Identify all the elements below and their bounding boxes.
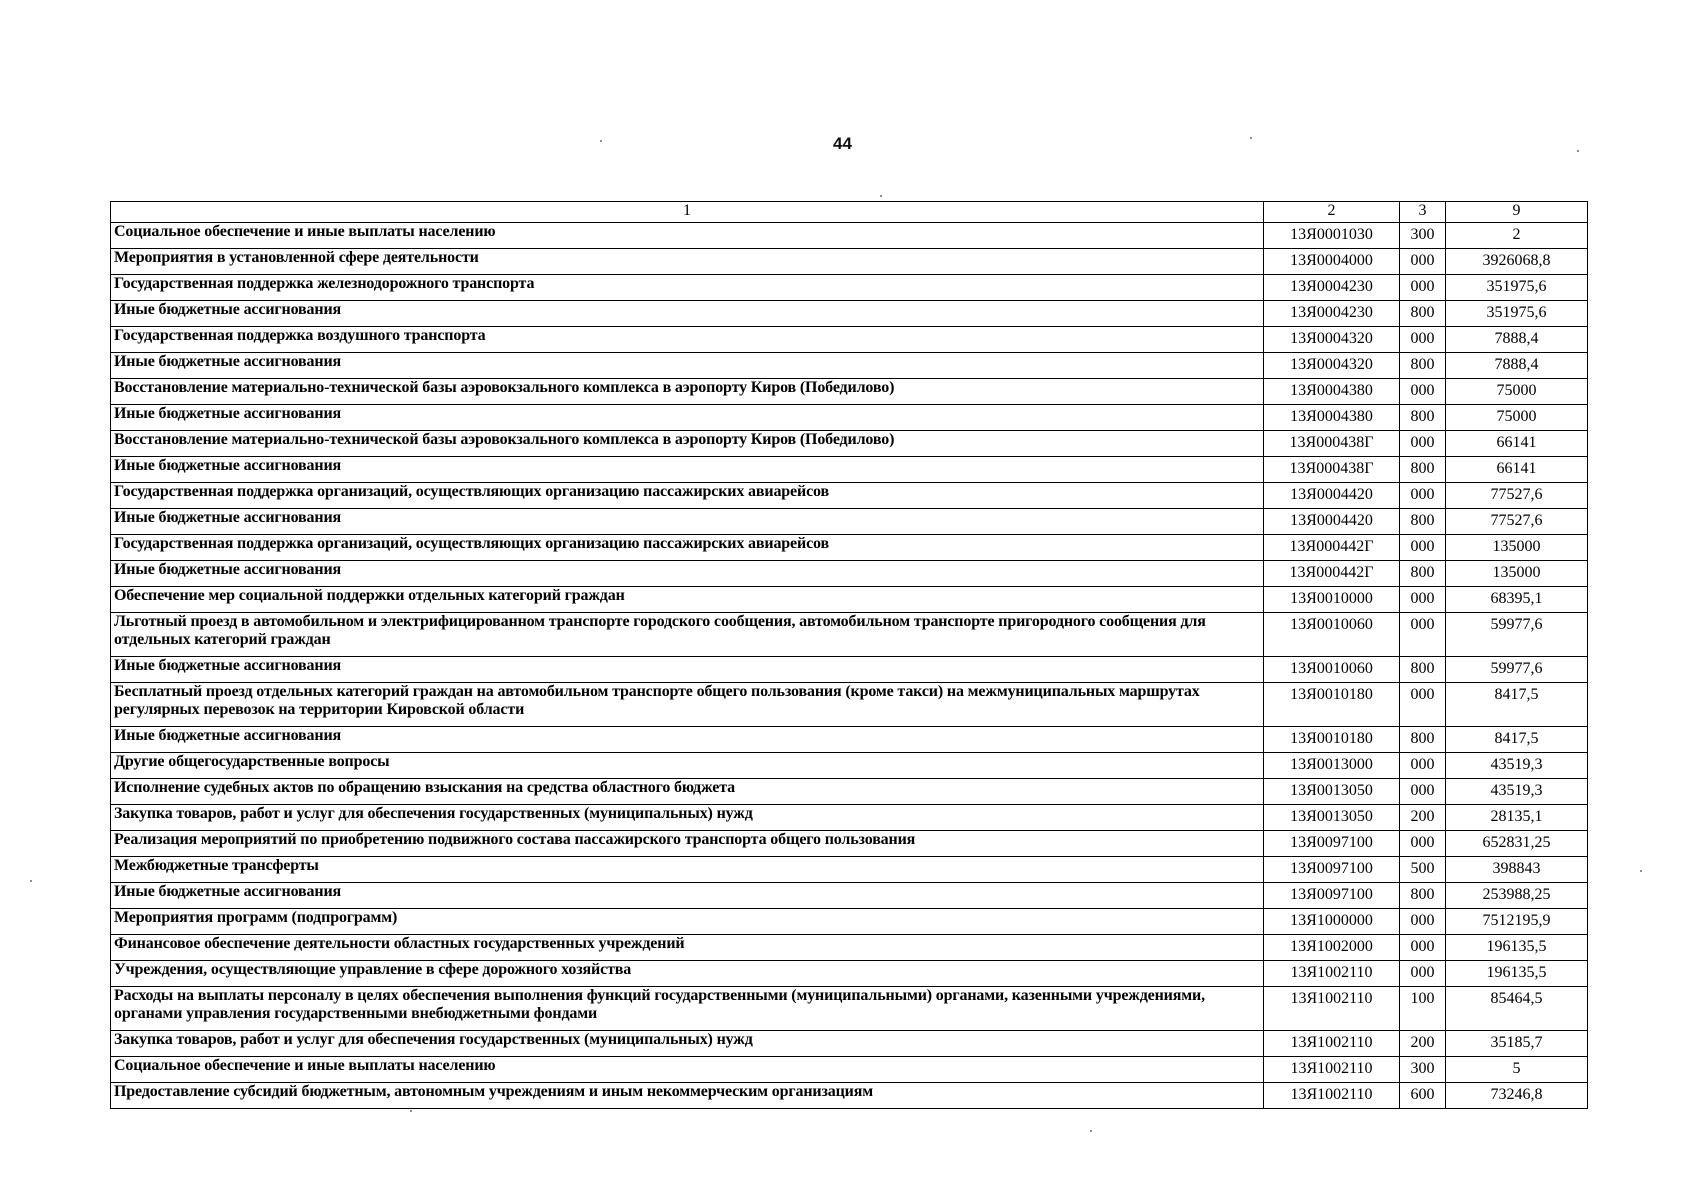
row-amount-cell: 7888,4 <box>1446 353 1588 379</box>
table-row <box>111 1083 1588 1109</box>
row-amount-cell: 68395,1 <box>1446 587 1588 613</box>
row-name-cell: Другие общегосударственные вопросы <box>111 753 1264 779</box>
row-name-cell: Социальное обеспечение и иные выплаты населению <box>111 223 1264 249</box>
row-name-cell: Иные бюджетные ассигнования <box>111 509 1264 535</box>
row-expense-type-cell: 800 <box>1400 353 1446 379</box>
table-row <box>111 961 1588 987</box>
table-row <box>111 353 1588 379</box>
row-code-cell: 13Я0010180 <box>1264 683 1400 727</box>
scan-speck <box>1250 137 1252 139</box>
row-name-cell: Закупка товаров, работ и услуг для обеспечения государственных (муниципальных) нужд <box>111 1031 1264 1057</box>
row-amount-cell: 66141 <box>1446 431 1588 457</box>
row-amount-cell: 8417,5 <box>1446 683 1588 727</box>
row-name-cell: Финансовое обеспечение деятельности областных государственных учреждений <box>111 935 1264 961</box>
row-expense-type-cell: 000 <box>1400 909 1446 935</box>
row-name-cell: Иные бюджетные ассигнования <box>111 301 1264 327</box>
table-row <box>111 727 1588 753</box>
row-expense-type-cell: 000 <box>1400 483 1446 509</box>
row-code-cell: 13Я0004420 <box>1264 483 1400 509</box>
row-name-cell: Бесплатный проезд отдельных категорий граждан на автомобильном транспорте общего пользования (кроме такси) на межмуниципальных маршрутах регулярных перевозок на территории Кировской области <box>111 683 1264 727</box>
row-amount-cell: 2 <box>1446 223 1588 249</box>
table-row <box>111 301 1588 327</box>
row-expense-type-cell: 000 <box>1400 535 1446 561</box>
row-name-cell: Социальное обеспечение и иные выплаты населению <box>111 1057 1264 1083</box>
row-expense-type-cell: 800 <box>1400 509 1446 535</box>
row-amount-cell: 59977,6 <box>1446 657 1588 683</box>
row-code-cell: 13Я1002110 <box>1264 1057 1400 1083</box>
row-name-cell: Расходы на выплаты персоналу в целях обеспечения выполнения функций государственными (муниципальными) органами, казенными учреждениями, органами управления государственными внебюджетными фондами <box>111 987 1264 1031</box>
table-row <box>111 1057 1588 1083</box>
row-code-cell: 13Я0010060 <box>1264 657 1400 683</box>
row-code-cell: 13Я0013050 <box>1264 805 1400 831</box>
row-expense-type-cell: 800 <box>1400 405 1446 431</box>
row-code-cell: 13Я0004380 <box>1264 379 1400 405</box>
row-expense-type-cell: 000 <box>1400 587 1446 613</box>
row-name-cell: Восстановление материально-технической базы аэровокзального комплекса в аэропорту Киров (Победилово) <box>111 431 1264 457</box>
row-expense-type-cell: 000 <box>1400 431 1446 457</box>
row-code-cell: 13Я0013000 <box>1264 753 1400 779</box>
column-header: 9 <box>1446 202 1588 223</box>
row-amount-cell: 253988,25 <box>1446 883 1588 909</box>
row-name-cell: Иные бюджетные ассигнования <box>111 405 1264 431</box>
row-name-cell: Межбюджетные трансферты <box>111 857 1264 883</box>
row-code-cell: 13Я1002110 <box>1264 1083 1400 1109</box>
row-expense-type-cell: 800 <box>1400 883 1446 909</box>
row-amount-cell: 77527,6 <box>1446 483 1588 509</box>
row-amount-cell: 43519,3 <box>1446 753 1588 779</box>
row-name-cell: Исполнение судебных актов по обращению взыскания на средства областного бюджета <box>111 779 1264 805</box>
row-amount-cell: 77527,6 <box>1446 509 1588 535</box>
row-code-cell: 13Я000442Г <box>1264 561 1400 587</box>
row-amount-cell: 35185,7 <box>1446 1031 1588 1057</box>
row-amount-cell: 75000 <box>1446 405 1588 431</box>
row-expense-type-cell: 800 <box>1400 301 1446 327</box>
row-amount-cell: 196135,5 <box>1446 935 1588 961</box>
table-row <box>111 935 1588 961</box>
row-name-cell: Закупка товаров, работ и услуг для обеспечения государственных (муниципальных) нужд <box>111 805 1264 831</box>
row-expense-type-cell: 300 <box>1400 1057 1446 1083</box>
row-expense-type-cell: 000 <box>1400 779 1446 805</box>
row-code-cell: 13Я0097100 <box>1264 831 1400 857</box>
row-code-cell: 13Я0010060 <box>1264 613 1400 657</box>
row-code-cell: 13Я0004420 <box>1264 509 1400 535</box>
table-row <box>111 831 1588 857</box>
row-code-cell: 13Я1000000 <box>1264 909 1400 935</box>
table-row <box>111 883 1588 909</box>
row-name-cell: Государственная поддержка воздушного транспорта <box>111 327 1264 353</box>
table-row <box>111 405 1588 431</box>
row-code-cell: 13Я0004230 <box>1264 275 1400 301</box>
row-name-cell: Иные бюджетные ассигнования <box>111 561 1264 587</box>
scan-speck <box>600 140 602 142</box>
row-amount-cell: 66141 <box>1446 457 1588 483</box>
row-expense-type-cell: 100 <box>1400 987 1446 1031</box>
row-name-cell: Государственная поддержка организаций, осуществляющих организацию пассажирских авиарейсов <box>111 535 1264 561</box>
row-name-cell: Мероприятия в установленной сфере деятельности <box>111 249 1264 275</box>
table-row <box>111 857 1588 883</box>
row-name-cell: Иные бюджетные ассигнования <box>111 657 1264 683</box>
row-name-cell: Учреждения, осуществляющие управление в сфере дорожного хозяйства <box>111 961 1264 987</box>
scan-speck <box>1640 870 1642 872</box>
row-code-cell: 13Я0097100 <box>1264 857 1400 883</box>
table-row <box>111 753 1588 779</box>
row-amount-cell: 196135,5 <box>1446 961 1588 987</box>
page-number: 44 <box>833 134 852 153</box>
table-row <box>111 379 1588 405</box>
table-row <box>111 909 1588 935</box>
column-header: 3 <box>1400 202 1446 223</box>
row-amount-cell: 135000 <box>1446 535 1588 561</box>
row-expense-type-cell: 000 <box>1400 275 1446 301</box>
scan-speck <box>1577 150 1579 152</box>
row-code-cell: 13Я0004380 <box>1264 405 1400 431</box>
table-row <box>111 249 1588 275</box>
row-expense-type-cell: 600 <box>1400 1083 1446 1109</box>
row-name-cell: Предоставление субсидий бюджетным, автономным учреждениям и иным некоммерческим организациям <box>111 1083 1264 1109</box>
table-row <box>111 657 1588 683</box>
row-amount-cell: 85464,5 <box>1446 987 1588 1031</box>
row-code-cell: 13Я000442Г <box>1264 535 1400 561</box>
table-row <box>111 223 1588 249</box>
row-expense-type-cell: 800 <box>1400 727 1446 753</box>
row-code-cell: 13Я0010180 <box>1264 727 1400 753</box>
row-code-cell: 13Я0004320 <box>1264 353 1400 379</box>
row-expense-type-cell: 000 <box>1400 961 1446 987</box>
row-code-cell: 13Я000438Г <box>1264 457 1400 483</box>
table-row <box>111 987 1588 1031</box>
row-amount-cell: 28135,1 <box>1446 805 1588 831</box>
row-name-cell: Восстановление материально-технической базы аэровокзального комплекса в аэропорту Киров (Победилово) <box>111 379 1264 405</box>
row-amount-cell: 351975,6 <box>1446 301 1588 327</box>
row-code-cell: 13Я0010000 <box>1264 587 1400 613</box>
row-code-cell: 13Я0004000 <box>1264 249 1400 275</box>
row-amount-cell: 652831,25 <box>1446 831 1588 857</box>
budget-table-body <box>111 202 1588 1109</box>
table-row <box>111 683 1588 727</box>
row-expense-type-cell: 000 <box>1400 613 1446 657</box>
table-row <box>111 805 1588 831</box>
row-code-cell: 13Я0001030 <box>1264 223 1400 249</box>
table-row <box>111 509 1588 535</box>
row-amount-cell: 7512195,9 <box>1446 909 1588 935</box>
row-name-cell: Иные бюджетные ассигнования <box>111 727 1264 753</box>
row-amount-cell: 59977,6 <box>1446 613 1588 657</box>
column-header: 1 <box>111 202 1264 223</box>
row-code-cell: 13Я000438Г <box>1264 431 1400 457</box>
row-amount-cell: 8417,5 <box>1446 727 1588 753</box>
row-name-cell: Иные бюджетные ассигнования <box>111 353 1264 379</box>
row-expense-type-cell: 300 <box>1400 223 1446 249</box>
row-expense-type-cell: 800 <box>1400 657 1446 683</box>
row-code-cell: 13Я0004230 <box>1264 301 1400 327</box>
scan-speck <box>30 880 32 882</box>
table-row <box>111 457 1588 483</box>
row-amount-cell: 7888,4 <box>1446 327 1588 353</box>
row-name-cell: Реализация мероприятий по приобретению подвижного состава пассажирского транспорта общего пользования <box>111 831 1264 857</box>
row-expense-type-cell: 000 <box>1400 249 1446 275</box>
budget-table <box>110 201 1588 1109</box>
row-amount-cell: 351975,6 <box>1446 275 1588 301</box>
scan-speck <box>1090 1130 1092 1132</box>
table-row <box>111 561 1588 587</box>
table-row <box>111 431 1588 457</box>
row-name-cell: Мероприятия программ (подпрограмм) <box>111 909 1264 935</box>
row-amount-cell: 135000 <box>1446 561 1588 587</box>
table-row <box>111 275 1588 301</box>
row-amount-cell: 43519,3 <box>1446 779 1588 805</box>
row-amount-cell: 73246,8 <box>1446 1083 1588 1109</box>
row-name-cell: Государственная поддержка организаций, осуществляющих организацию пассажирских авиарейсов <box>111 483 1264 509</box>
table-row <box>111 535 1588 561</box>
row-name-cell: Льготный проезд в автомобильном и электрифицированном транспорте городского сообщения, автомобильном транспорте пригородного сообщения для отдельных категорий граждан <box>111 613 1264 657</box>
row-code-cell: 13Я0097100 <box>1264 883 1400 909</box>
row-name-cell: Иные бюджетные ассигнования <box>111 457 1264 483</box>
row-amount-cell: 3926068,8 <box>1446 249 1588 275</box>
row-code-cell: 13Я0004320 <box>1264 327 1400 353</box>
row-amount-cell: 398843 <box>1446 857 1588 883</box>
row-expense-type-cell: 200 <box>1400 805 1446 831</box>
row-name-cell: Обеспечение мер социальной поддержки отдельных категорий граждан <box>111 587 1264 613</box>
scan-speck <box>880 195 882 197</box>
row-expense-type-cell: 500 <box>1400 857 1446 883</box>
row-code-cell: 13Я1002110 <box>1264 987 1400 1031</box>
row-expense-type-cell: 000 <box>1400 831 1446 857</box>
row-code-cell: 13Я1002110 <box>1264 961 1400 987</box>
row-expense-type-cell: 000 <box>1400 327 1446 353</box>
row-name-cell: Государственная поддержка железнодорожного транспорта <box>111 275 1264 301</box>
table-row <box>111 779 1588 805</box>
row-expense-type-cell: 800 <box>1400 561 1446 587</box>
row-amount-cell: 5 <box>1446 1057 1588 1083</box>
table-row <box>111 587 1588 613</box>
scan-speck <box>410 1110 412 1112</box>
row-code-cell: 13Я1002000 <box>1264 935 1400 961</box>
column-header: 2 <box>1264 202 1400 223</box>
row-name-cell: Иные бюджетные ассигнования <box>111 883 1264 909</box>
row-amount-cell: 75000 <box>1446 379 1588 405</box>
table-header-row <box>111 202 1588 223</box>
table-row <box>111 613 1588 657</box>
table-row <box>111 1031 1588 1057</box>
row-expense-type-cell: 800 <box>1400 457 1446 483</box>
row-expense-type-cell: 000 <box>1400 753 1446 779</box>
row-expense-type-cell: 000 <box>1400 379 1446 405</box>
row-expense-type-cell: 000 <box>1400 935 1446 961</box>
row-code-cell: 13Я0013050 <box>1264 779 1400 805</box>
table-row <box>111 327 1588 353</box>
row-expense-type-cell: 000 <box>1400 683 1446 727</box>
row-expense-type-cell: 200 <box>1400 1031 1446 1057</box>
row-code-cell: 13Я1002110 <box>1264 1031 1400 1057</box>
table-row <box>111 483 1588 509</box>
